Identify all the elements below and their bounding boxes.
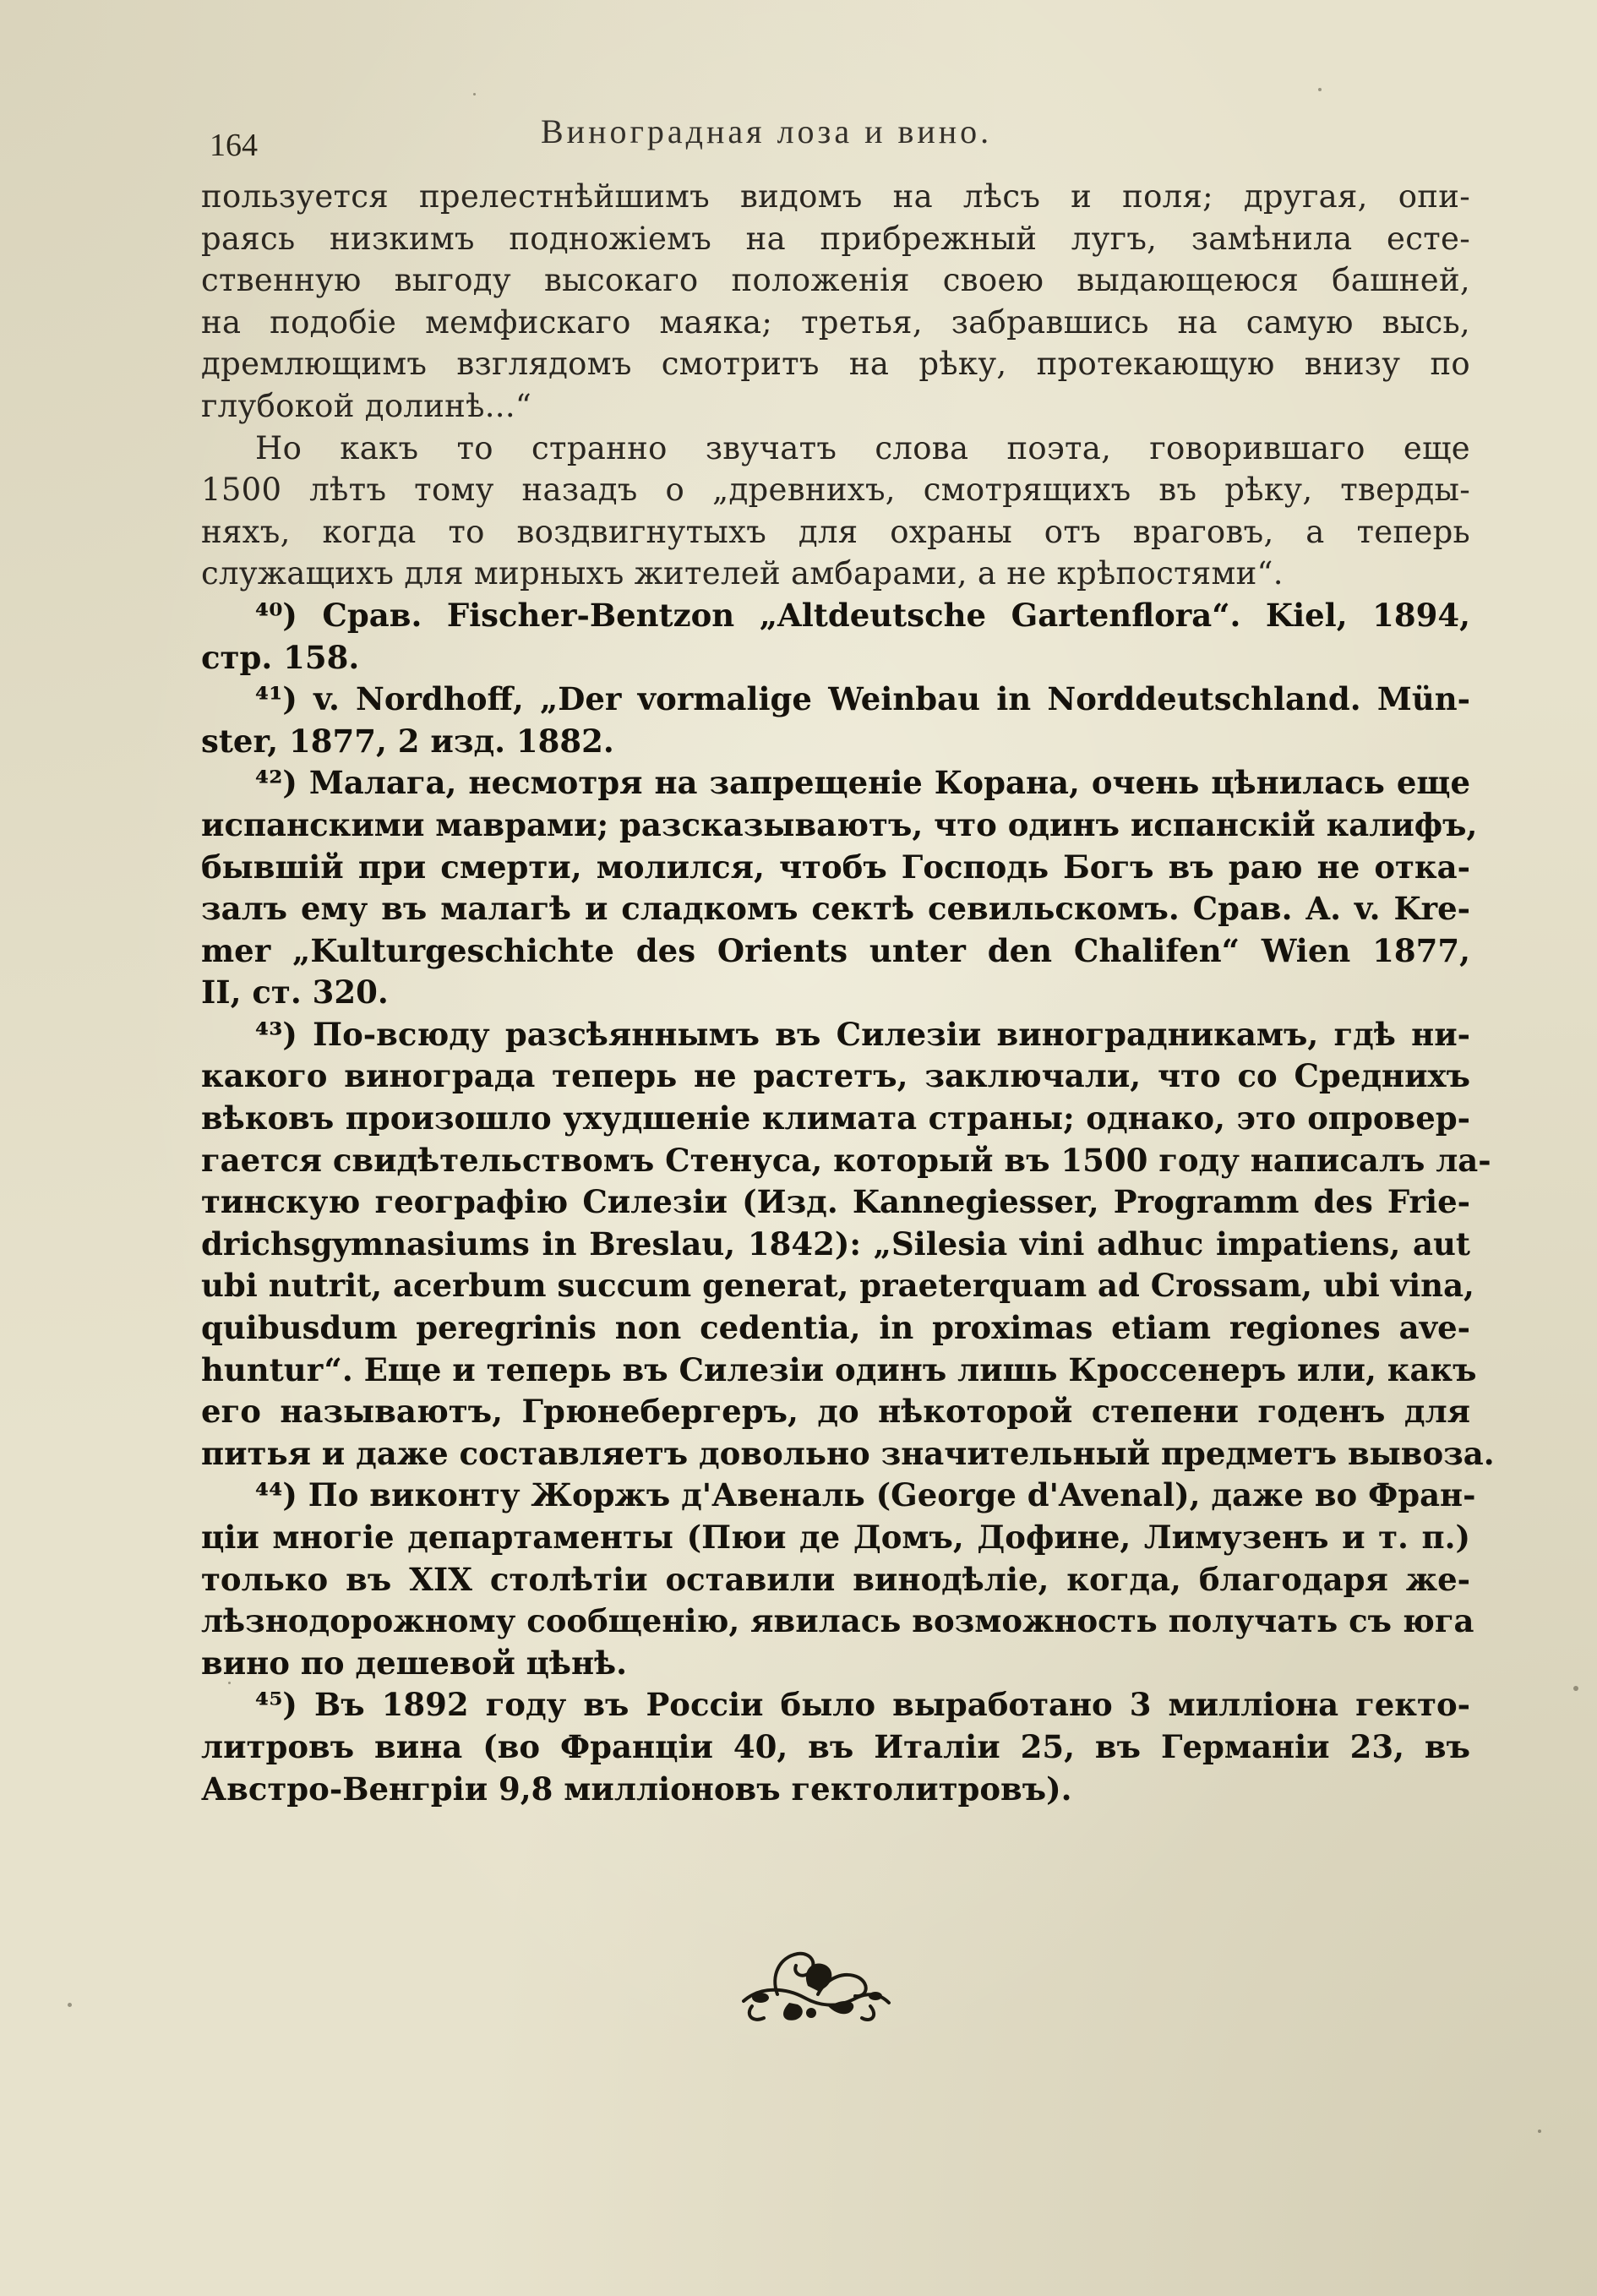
footnote-line: ⁴⁵) Въ 1892 году въ Россіи было выработано 3 милліона гекто- <box>255 1686 1470 1724</box>
footnote-line: ⁴²) Малага, несмотря на запрещеніе Корана, очень цѣнилась еще <box>255 764 1470 802</box>
footnote-line: Австро-Венгріи 9,8 милліоновъ гектолитровъ). <box>201 1770 1072 1808</box>
paper-speck <box>1538 2130 1541 2133</box>
text-line: ственную выгоду высокаго положенія своею выдающеюся башней, <box>201 262 1470 299</box>
footnote-line: ster, 1877, 2 изд. 1882. <box>201 722 614 760</box>
footnote-line: quibusdum peregrinis non cedentia, in proximas etiam regiones ave- <box>201 1309 1470 1347</box>
footnote-line: гается свидѣтельствомъ Стенуса, который въ 1500 году написалъ ла- <box>201 1141 1491 1179</box>
footnote-line: ⁴⁰) Срав. Fischer-Bentzon „Altdeutsche Gartenflora“. Kiel, 1894, <box>255 596 1470 634</box>
footnote-line: ubi nutrit, acerbum succum generat, praeterquam ad Crossam, ubi vina, <box>201 1267 1474 1305</box>
text-line: 1500 лѣтъ тому назадъ о „древнихъ, смотрящихъ въ рѣку, тверды- <box>201 472 1470 509</box>
running-title: Виноградная лоза и вино. <box>541 112 993 150</box>
footnote-line: тинскую географію Силезіи (Изд. Kannegiesser, Programm des Frie- <box>201 1183 1470 1221</box>
text-line: дремлющимъ взглядомъ смотритъ на рѣку, протекающую внизу по <box>201 346 1470 383</box>
paper-speck <box>473 93 476 95</box>
main-text <box>201 176 1470 595</box>
footnote-line: стр. 158. <box>201 638 360 676</box>
page-number: 164 <box>210 128 258 163</box>
footnote-line: литровъ вина (во Франціи 40, въ Италіи 25, въ Германіи 23, въ <box>201 1727 1470 1765</box>
text-line: на подобіе мемфискаго маяка; третья, забравшись на самую высь, <box>201 303 1470 341</box>
footnote-line: испанскими маврами; разсказываютъ, что одинъ испанскій калифъ, <box>201 805 1478 843</box>
footnote-line: вино по дешевой цѣнѣ. <box>201 1644 627 1682</box>
paper-speck <box>228 1682 231 1684</box>
footnote-line: его называютъ, Грюнебергеръ, до нѣкоторой степени годенъ для <box>201 1393 1470 1431</box>
footnote-line: залъ ему въ малагѣ и сладкомъ сектѣ севильскомъ. Срав. A. v. Kre- <box>201 890 1470 928</box>
footnote-line: питья и даже составляетъ довольно значительный предметъ вывоза. <box>201 1434 1495 1472</box>
footnotes <box>201 595 1495 1810</box>
footnote-line: только въ XIX столѣтіи оставили винодѣліе, когда, благодаря же- <box>201 1560 1470 1598</box>
text-line: раясь низкимъ подножіемъ на прибрежный лугъ, замѣнила есте- <box>201 220 1470 257</box>
paper-speck <box>1318 88 1322 91</box>
footnote-line: какого винограда теперь не растетъ, заключали, что со Среднихъ <box>201 1057 1470 1095</box>
footnote-line: лѣзнодорожному сообщенію, явилась возможность получать съ юга <box>201 1602 1474 1640</box>
footnote-line: mer „Kulturgeschichte des Orients unter den Chalifen“ Wien 1877, <box>201 931 1470 969</box>
text-line: Но какъ то странно звучатъ слова поэта, говорившаго еще <box>255 429 1470 466</box>
footnote-line: ціи многіе департаменты (Пюи де Домъ, Дофине, Лимузенъ и т. п.) <box>201 1519 1470 1556</box>
text-line: глубокой долинѣ...“ <box>201 387 532 424</box>
paper-speck <box>1573 1686 1578 1691</box>
footnote-line: бывшій при смерти, молился, чтобъ Господь Богъ въ раю не отка- <box>201 848 1470 886</box>
text-line: пользуется прелестнѣйшимъ видомъ на лѣсъ и поля; другая, опи- <box>201 178 1470 215</box>
text-block <box>201 176 1495 1810</box>
running-head <box>203 108 1470 163</box>
footnote-line: ⁴⁴) По виконту Жоржъ д'Авеналь (George d'Avenal), даже во Фран- <box>255 1476 1476 1514</box>
footnote-line: drichsgymnasiums in Breslau, 1842): „Silesia vini adhuc impatiens, aut <box>201 1224 1470 1263</box>
footnote-line: ⁴³) По-всюду разсѣяннымъ въ Силезіи виноградникамъ, гдѣ ни- <box>255 1015 1470 1053</box>
text-line: служащихъ для мирныхъ жителей амбарами, а не крѣпостями“. <box>201 555 1284 592</box>
footnote-line: вѣковъ произошло ухудшеніе климата страны; однако, это опровер- <box>201 1099 1470 1137</box>
footnote-line: huntur“. Еще и теперь въ Силезіи одинъ лишь Кроссенеръ или, какъ <box>201 1350 1477 1388</box>
footnote-line: II, ст. 320. <box>201 973 389 1012</box>
vine-ornament-icon <box>727 1935 896 2028</box>
paper-speck <box>68 2003 72 2007</box>
text-line: няхъ, когда то воздвигнутыхъ для охраны отъ враговъ, а теперь <box>201 513 1470 550</box>
footnote-line: ⁴¹) v. Nordhoff, „Der vormalige Weinbau in Norddeutschland. Mün- <box>255 680 1470 718</box>
